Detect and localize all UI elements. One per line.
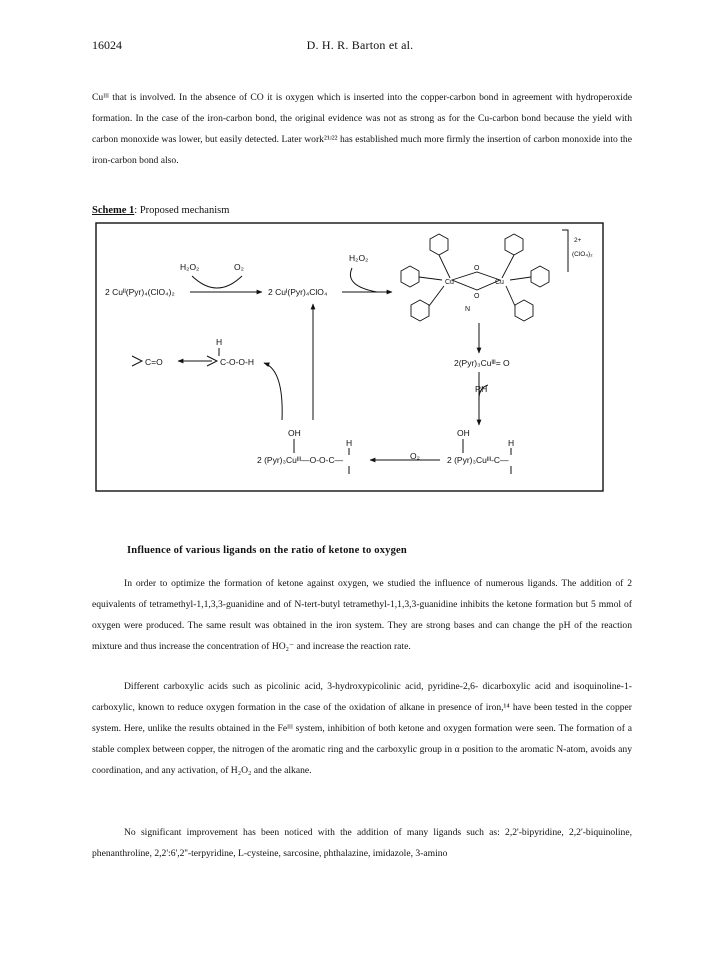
- scheme-caption-text: : Proposed mechanism: [134, 205, 230, 216]
- h2o2-label-2: H₂O₂: [349, 253, 369, 263]
- running-head: D. H. R. Barton et al.: [306, 38, 414, 52]
- oh-label-1: OH: [288, 428, 301, 438]
- h-label-1: H: [346, 438, 353, 448]
- cu-label-left: Cu: [445, 279, 454, 286]
- o-label-bottom: O: [474, 293, 480, 300]
- paragraph-4: No significant improvement has been noticed with the addition of many ligands such as: 2,2'-bipyridine, 2,2'-biquinoline, phenanthroline, 2,2':6',2''-terpyridine, L-cysteine, sarcosine, phthalazine, imidazole, 3-amino: [92, 827, 632, 859]
- complex-bracket: [562, 230, 568, 272]
- pyridine-ring-icon: [531, 266, 549, 287]
- ketone-substituents: [132, 356, 142, 366]
- paragraph-2: In order to optimize the formation of ketone against oxygen, we studied the influence of numerous ligands. The addition of 2 equivalents of tetramethyl-1,1,3,3-guanidine and of N-tert-butyl tetramethyl-1,1,3,3-guanidine inhibits the ketone formation but 5 mmol of oxygen were produced. The same result was obtained in the iron system. They are strong bases and can change the pH of the reaction mixture and thus increase the concentration of HO₂⁻ and increase the reaction rate.: [92, 578, 632, 652]
- scheme-caption: [92, 205, 229, 216]
- bridge-n-label: N: [465, 306, 471, 313]
- curved-arrow-to-hydroperoxide: [264, 363, 282, 420]
- page-number: 16024: [92, 38, 122, 52]
- copper-oxo-species: 2(Pyr)₃Cuᴵᴵᴵ= O: [454, 358, 510, 368]
- paragraph-3: Different carboxylic acids such as picolinic acid, 3-hydroxypicolinic acid, pyridine-2,6- dicarboxylic acid and isoquinoline-1-carboxylic, known to reduce oxygen formation in the case of the oxidation of alkane in presence of iron,¹⁴ have been tested in the copper system. Here, unlike the results obtained in the Feᴵᴵᴵ system, inhibition of both ketone and oxygen formation were seen. The formation of a stable complex between copper, the nitrogen of the aromatic ring and the carboxylic group in α position to the aromatic N-atom, avoids any coordination, and any activation, of H₂O₂ and the alkane.: [92, 681, 632, 776]
- curved-arrow-h2o2-o2: [192, 276, 242, 288]
- cu-i-species: 2 Cuᴵ(Pyr)₄ClO₄: [268, 287, 328, 297]
- complex-charge: 2+: [574, 237, 582, 244]
- pyridine-ring-icon: [515, 300, 533, 321]
- alkyl-species: 2 (Pyr)₃Cuᴵᴵᴵ-C—: [447, 455, 509, 465]
- dinuclear-copper-complex: [401, 234, 549, 321]
- curved-arrow-h2o2: [350, 268, 377, 292]
- o2-label-2: O₂: [410, 451, 420, 461]
- hydroperoxide-h: H: [216, 337, 223, 347]
- rh-label: RH: [475, 384, 488, 394]
- pyridine-ring-icon: [505, 234, 523, 255]
- reaction-scheme: [92, 220, 607, 498]
- counterion: (ClO₄)₂: [572, 251, 593, 258]
- o2-label-1: O₂: [234, 262, 244, 272]
- pyridine-ring-icon: [430, 234, 448, 255]
- pyridine-ring-icon: [401, 266, 419, 287]
- o-label-top: O: [474, 265, 480, 272]
- section-heading: Influence of various ligands on the ratio of ketone to oxygen: [127, 545, 407, 556]
- peroxo-species: 2 (Pyr)₃Cuᴵᴵᴵ—O-O-C—: [257, 455, 344, 465]
- scheme-label: Scheme 1: [92, 205, 135, 216]
- h-label-2: H: [508, 438, 515, 448]
- cu-label-right: Cu: [495, 279, 504, 286]
- pyridine-ring-icon: [411, 300, 429, 321]
- oh-label-2: OH: [457, 428, 470, 438]
- hydroperoxide: C-O-O-H: [220, 357, 254, 367]
- ketone-product: C=O: [145, 357, 163, 367]
- start-species: 2 Cuᴵᴵ(Pyr)₄(ClO₄)₂: [105, 287, 175, 297]
- paragraph-1: Cuᴵᴵᴵ that is involved. In the absence of CO it is oxygen which is inserted into the copper-carbon bond in agreement with hydroperoxide formation. In the case of the iron-carbon bond, the original evidence was not as strong as for the Cu-carbon bond because the yield with carbon monoxide was lower, but easily detected. Later work²¹ʴ²² has established much more firmly the insertion of carbon monoxide into the iron-carbon bond also.: [92, 92, 632, 166]
- h2o2-label-1: H₂O₂: [180, 262, 200, 272]
